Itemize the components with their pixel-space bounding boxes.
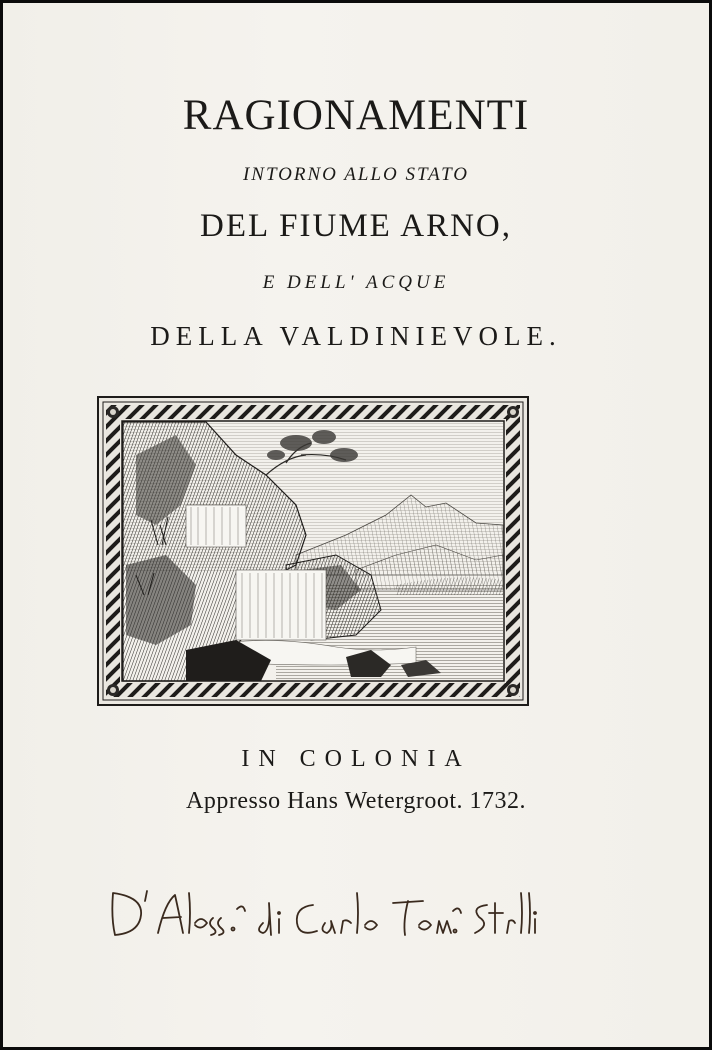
subtitle-line-4: DELLA VALDINIEVOLE. [150, 321, 562, 351]
landscape-waterfall-engraving-icon [96, 395, 530, 707]
imprint-publisher: Appresso Hans Wetergroot. 1732. [186, 788, 526, 814]
subtitle-line-2: DEL FIUME ARNO, [199, 208, 513, 244]
imprint-place: IN COLONIA [241, 746, 471, 772]
subtitle-line-1: INTORNO ALLO STATO [242, 164, 470, 185]
book-title: RAGIONAMENTI [182, 92, 530, 139]
handwritten-signature-icon [103, 873, 543, 963]
subtitle-line-3: E DELL' ACQUE [262, 272, 450, 293]
